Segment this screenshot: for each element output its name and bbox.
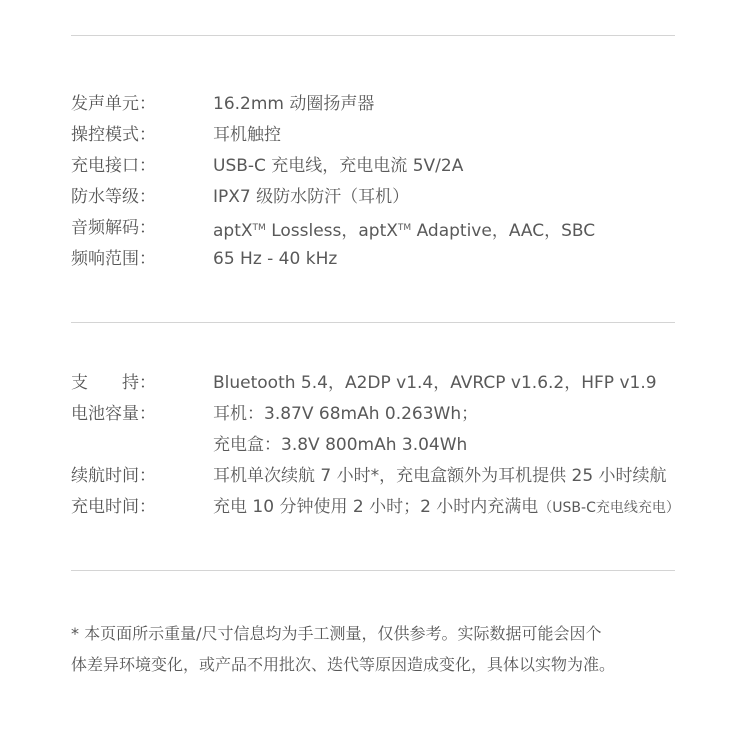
specs-section-b bbox=[71, 368, 711, 523]
spec-value: 充电盒：3.8V 800mAh 3.04Wh bbox=[213, 435, 468, 455]
spec-row-control bbox=[71, 120, 711, 151]
spec-row-endurance bbox=[71, 461, 711, 492]
trademark-mark: TM bbox=[397, 223, 412, 233]
charging-time-text: 充电 10 分钟使用 2 小时；2 小时内充满电 bbox=[213, 497, 539, 517]
trademark-mark: TM bbox=[252, 223, 266, 233]
spec-value: 16.2mm 动圈扬声器 bbox=[213, 94, 375, 114]
spec-label: 防水等级： bbox=[71, 187, 156, 207]
spec-value: 耳机：3.87V 68mAh 0.263Wh； bbox=[213, 404, 479, 424]
spec-row-waterproof bbox=[71, 182, 711, 213]
spec-label: 频响范围： bbox=[71, 249, 156, 269]
spec-row-driver bbox=[71, 89, 711, 120]
codec-text: Adaptive，AAC，SBC bbox=[411, 221, 596, 241]
spec-row-support bbox=[71, 368, 711, 399]
top-divider bbox=[71, 35, 675, 36]
spec-value: Bluetooth 5.4，A2DP v1.4，AVRCP v1.6.2，HFP v1.9 bbox=[213, 373, 657, 393]
spec-row-charging-time bbox=[71, 492, 711, 523]
spec-value: IPX7 级防水防汗（耳机） bbox=[213, 187, 410, 207]
disclaimer-line: * 本页面所示重量/尺寸信息均为手工测量，仅供参考。实际数据可能会因个 bbox=[71, 624, 602, 643]
spec-row-frequency bbox=[71, 244, 711, 275]
spec-row-battery-case bbox=[71, 430, 711, 461]
spec-label: 操控模式： bbox=[71, 125, 156, 145]
spec-label: 充电时间： bbox=[71, 497, 156, 517]
spec-value bbox=[213, 492, 680, 524]
spec-value: USB-C 充电线，充电电流 5V/2A bbox=[213, 156, 464, 176]
spec-label: 续航时间： bbox=[71, 466, 156, 486]
disclaimer-note bbox=[71, 618, 681, 680]
spec-row-battery bbox=[71, 399, 711, 430]
spec-value: 耳机单次续航 7 小时*，充电盒额外为耳机提供 25 小时续航 bbox=[213, 466, 667, 486]
codec-text: Lossless，aptX bbox=[265, 221, 398, 241]
spec-label: 充电接口： bbox=[71, 156, 156, 176]
spec-row-codec bbox=[71, 213, 711, 244]
specs-section-a bbox=[71, 89, 711, 275]
spec-label: 支 持： bbox=[71, 373, 156, 393]
middle-divider bbox=[71, 322, 675, 323]
spec-row-charging-port bbox=[71, 151, 711, 182]
spec-label: 音频解码： bbox=[71, 218, 156, 238]
spec-label: 电池容量： bbox=[71, 404, 156, 424]
spec-value: 耳机触控 bbox=[213, 125, 281, 145]
codec-text: aptX bbox=[213, 221, 253, 241]
disclaimer-line: 体差异环境变化，或产品不用批次、迭代等原因造成变化，具体以实物为准。 bbox=[71, 655, 616, 674]
charging-time-note: （USB-C充电线充电） bbox=[538, 500, 680, 516]
bottom-divider bbox=[71, 570, 675, 571]
spec-value bbox=[213, 213, 595, 247]
spec-value: 65 Hz - 40 kHz bbox=[213, 249, 338, 269]
spec-label: 发声单元： bbox=[71, 94, 156, 114]
